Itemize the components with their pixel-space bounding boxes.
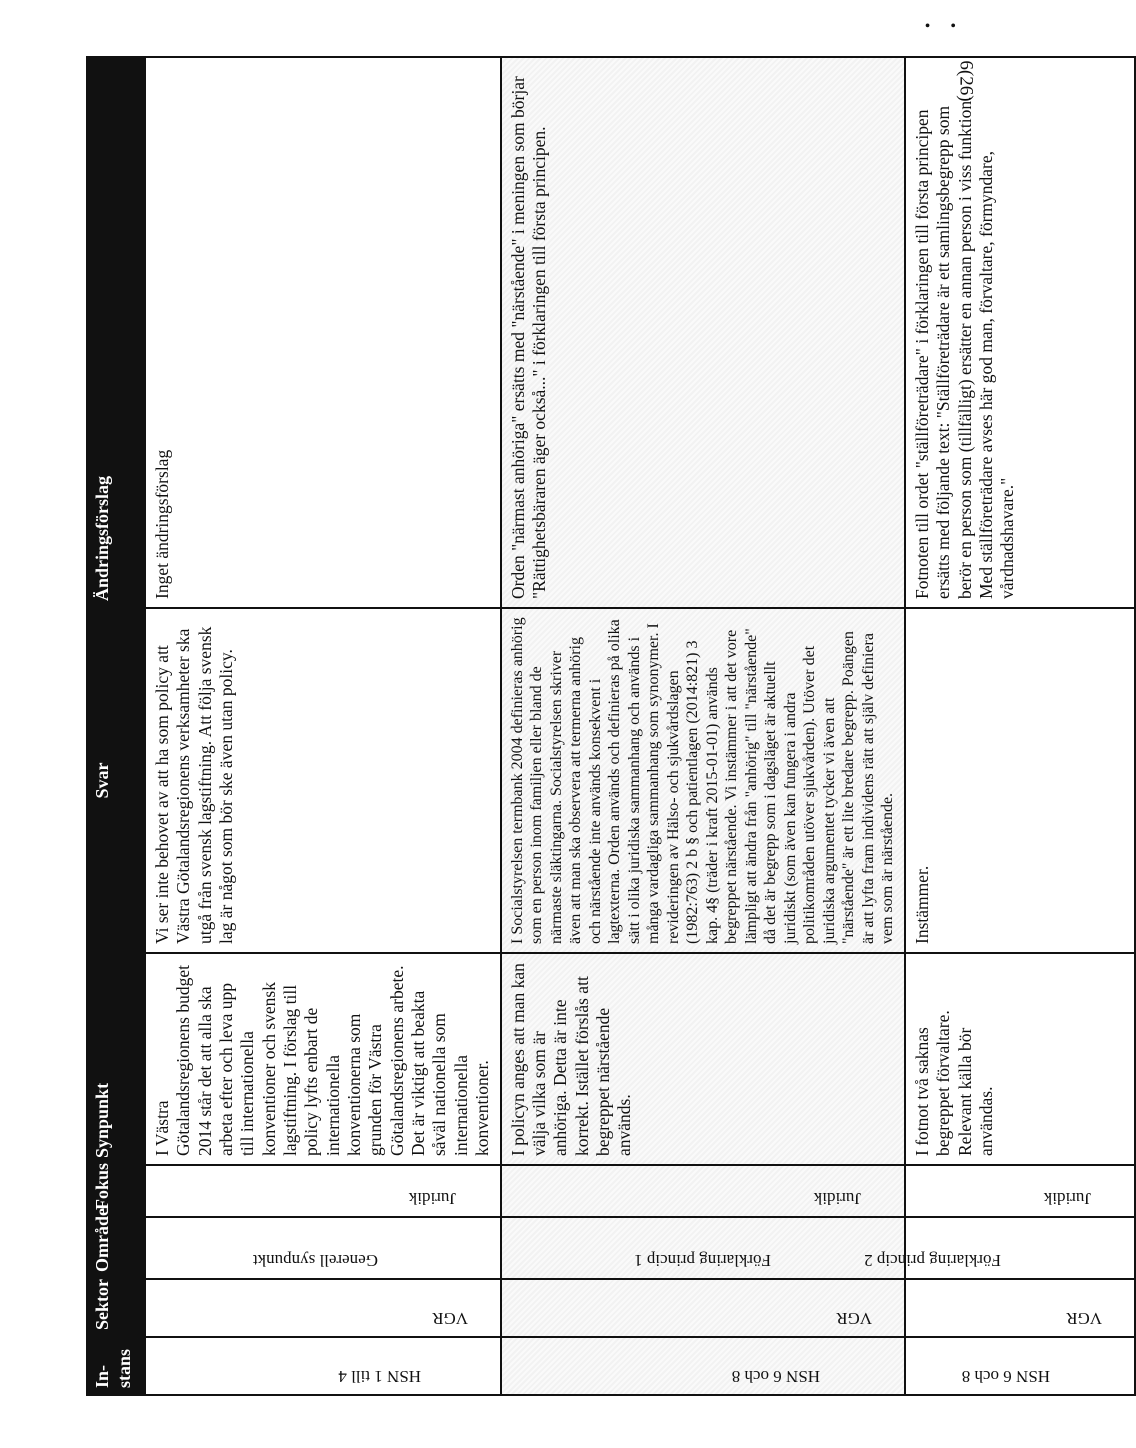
sektor-text: VGR: [1066, 1309, 1102, 1328]
cell-instans: [145, 1337, 501, 1395]
header-sektor: Sektor: [87, 1279, 145, 1337]
omrade-text: Generell synpunkt: [253, 1251, 379, 1270]
cell-svar: I Socialstyrelsen termbank 2004 definieras anhörig som en person inom familjen eller bland de närmaste släktingarna. Socialstyrelsen skriver även att man ska observera att termerna anhörig och närstående inte används konsekvent i lagtexterna. Orden används och definieras på olika sätt i olika juridiska sammanhang och används i många vardagliga sammanhang som synonymer. I revideringen av Hälso- och sjukvårdslagen (1982:763) 2 b § och patientlagen (2014:821) 3 kap. 4§ (träder i kraft 2015-01-01) används begreppet närstående. Vi instämmer i att det vore lämpligt att ändra från "anhörig" till "närstående" då det är begrepp som i dagsläget är aktuellt juridiskt (som även kan fungera i andra politikområden utöver sjukvården). Utöver det juridiska argumentet tycker vi även att "närstående" är ett lite bredare begrepp. Poängen är att lyfta fram individens rätt att själv definiera vem som är närstående.: [501, 608, 905, 953]
table-header-row: [87, 57, 145, 1395]
omrade-text: Förklaring princip 2: [863, 1251, 1001, 1270]
cell-omrade: [863, 1217, 1135, 1279]
cell-instans: [905, 1337, 1135, 1395]
instans-text: HSN 1 till 4: [338, 1367, 421, 1386]
omrade-text: Förklaring princip 1: [633, 1251, 771, 1270]
cell-sektor: [501, 1279, 905, 1337]
header-fokus: Fokus: [87, 1165, 145, 1217]
fokus-text: Juridik: [813, 1189, 861, 1208]
cell-svar: Instämmer.: [905, 608, 1135, 953]
header-andringsforslag: Ändringsförslag: [87, 57, 145, 608]
cell-omrade: [145, 1217, 501, 1279]
header-omrade: Område: [87, 1217, 145, 1279]
sektor-text: VGR: [836, 1309, 872, 1328]
header-instans: In- stans: [87, 1337, 145, 1395]
cell-andringsforslag: Orden "närmast anhöriga" ersätts med "närstående" i meningen som börjar "Rättighetsbäraren äger också..." i förklaringen till första principen.: [501, 57, 905, 608]
page-number: 6(26): [955, 60, 977, 102]
table-row: [905, 57, 1135, 1395]
instans-text: HSN 6 och 8: [961, 1367, 1050, 1386]
table-row: [501, 57, 905, 1395]
cell-sektor: [145, 1279, 501, 1337]
cell-omrade: [501, 1217, 905, 1279]
cell-synpunkt: I policyn anges att man kan välja vilka som är anhöriga. Detta är inte korrekt. Istället förslås att begreppet närstående används.: [501, 953, 905, 1165]
consultation-table: [86, 56, 1136, 1396]
cell-fokus: [501, 1165, 905, 1217]
fokus-text: Juridik: [1043, 1189, 1091, 1208]
cell-andringsforslag: Fotnoten till ordet "ställföreträdare" i förklaringen till första principen ersätts med följande text: "Ställföreträdare är ett samlingsbegrepp som berör en person som (tillfälligt) ersätter en annan person i viss funktion. Med ställföreträdare avses här god man, förvaltare, förmyndare, vårdnadshavare.": [905, 57, 1135, 608]
header-synpunkt: Synpunkt: [87, 953, 145, 1165]
scan-dots: • •: [924, 18, 964, 35]
rotated-table-container: [86, 56, 1102, 1396]
cell-instans: [501, 1337, 905, 1395]
sektor-text: VGR: [431, 1309, 468, 1328]
cell-andringsforslag: Inget ändringsförslag: [145, 57, 501, 608]
cell-svar: Vi ser inte behovet av att ha som policy att Västra Götalandsregionens verksamheter ska utgå från svensk lagstiftning. Att följa svensk lag är något som bör ske även utan policy.: [145, 608, 501, 953]
cell-synpunkt: I Västra Götalandsregionens budget 2014 står det att alla ska arbeta efter och leva upp till internationella konventioner och svensk lagstiftning. I förslag till policy lyfts enbart de internationella konventionerna som grunden för Västra Götalandsregionens arbete. Det är viktigt att beakta såväl nationella som internationella konventioner.: [145, 953, 501, 1165]
instans-text: HSN 6 och 8: [731, 1367, 820, 1386]
cell-sektor: [905, 1279, 1135, 1337]
cell-fokus: [905, 1165, 1135, 1217]
table-row: [145, 57, 501, 1395]
cell-fokus: [145, 1165, 501, 1217]
cell-synpunkt: I fotnot två saknas begreppet förvaltare. Relevant källa bör användas.: [905, 953, 1135, 1165]
fokus-text: Juridik: [409, 1189, 457, 1208]
header-svar: Svar: [87, 608, 145, 953]
